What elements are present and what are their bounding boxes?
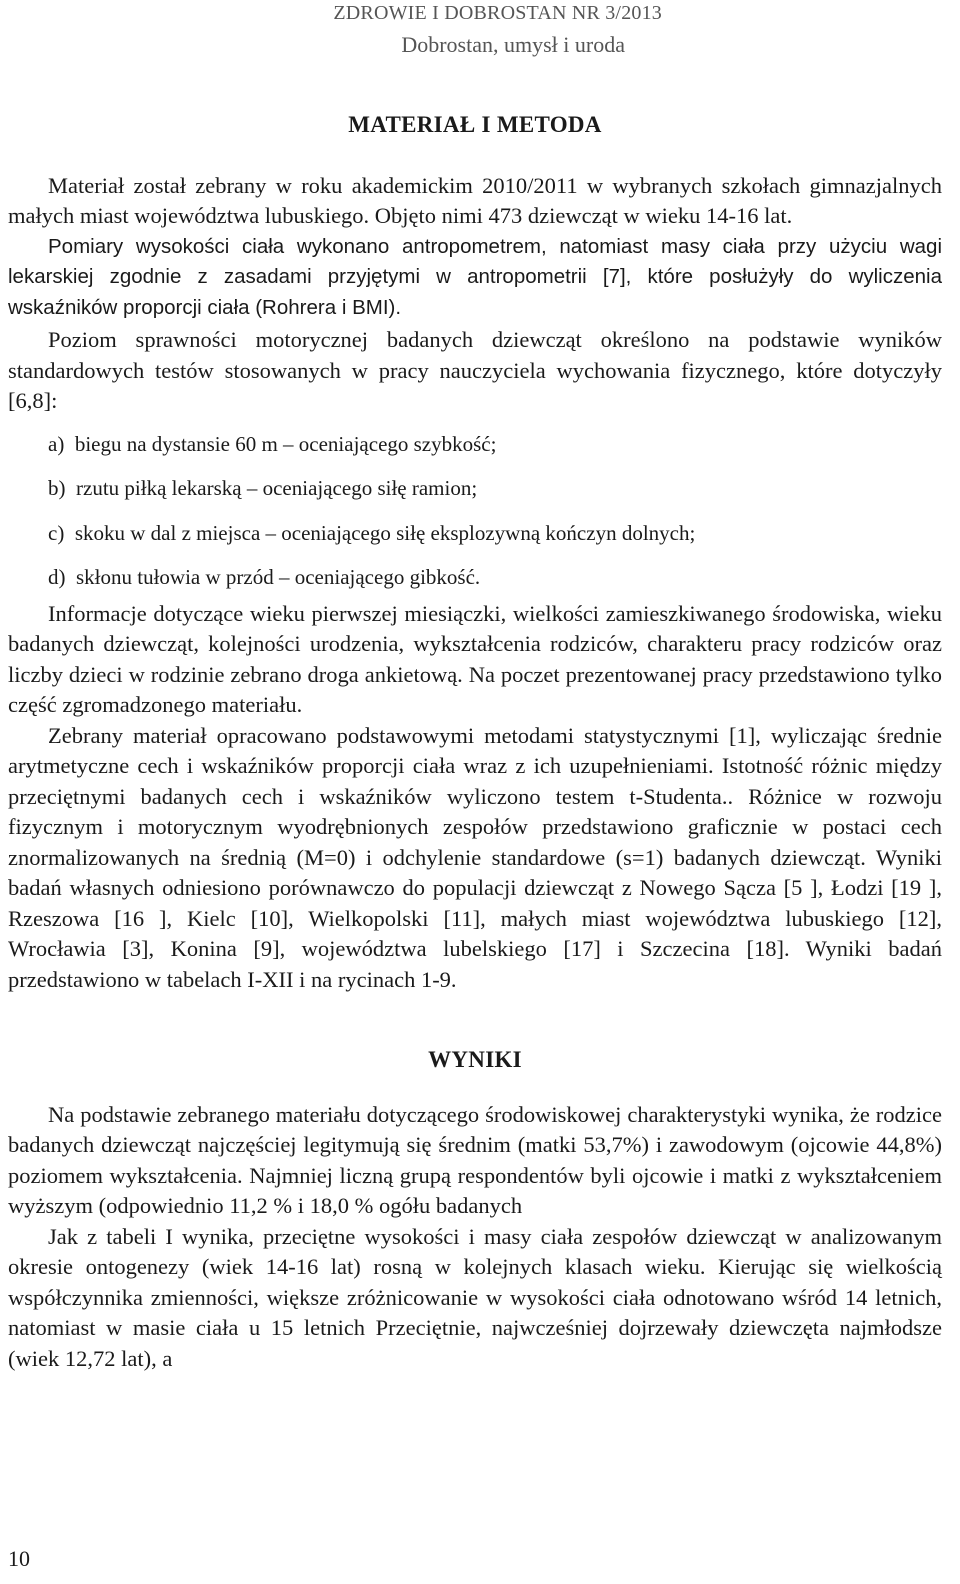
list-item	[8, 518, 942, 549]
list-item	[8, 473, 942, 504]
section-spacer	[8, 995, 942, 1045]
methods-paragraph-3: Poziom sprawności motorycznej badanych dziewcząt określono na podstawie wyników standardowych testów stosowanych w pracy nauczyciela wychowania fizycznego, które dotyczyły [6,8]:	[8, 327, 942, 413]
list-marker: a)	[48, 431, 65, 456]
list-item	[8, 429, 942, 460]
page-number: 10	[8, 1546, 30, 1571]
methods-paragraph-2: Pomiary wysokości ciała wykonano antropometrem, natomiast masy ciała przy użyciu wagi lekarskiej zgodnie z zasadami przyjętymi w antropometrii [7], które posłużyły do wyliczenia wskaźników proporcji ciała (Rohrera i BMI).	[8, 234, 942, 319]
tests-list	[8, 429, 942, 593]
results-paragraph-1: Na podstawie zebranego materiału dotyczącego środowiskowej charakterystyki wynika, że rodzice badanych dziewcząt najczęściej legitymują się średnim (matki 53,7%) i zawodowym (ojcowie 44,8%) poziomem wykształcenia. Najmniej liczną grupą respondentów byli ojcowie i matki z wykształceniem wyższym (odpowiednio 11,2 % i 18,0 % ogółu badanych	[8, 1101, 942, 1218]
list-marker: d)	[48, 565, 66, 589]
methods-paragraph-1: Materiał został zebrany w roku akademickim 2010/2011 w wybranych szkołach gimnazjalnych małych miast województwa lubuskiego. Objęto nimi 473 dziewcząt w wieku 14-16 lat.	[8, 172, 942, 228]
list-text: skłonu tułowia w przód – oceniającego gibkość.	[76, 565, 481, 589]
list-item	[8, 562, 942, 593]
list-text: skoku w dal z miejsca – oceniającego siłę eksplozywną kończyn dolnych;	[74, 520, 696, 545]
article-body	[8, 110, 942, 1374]
journal-header: ZDROWIE I DOBROSTAN NR 3/2013	[333, 2, 662, 24]
section-header: Dobrostan, umysł i uroda	[401, 32, 625, 57]
list-text: rzutu piłką lekarską – oceniającego siłę ramion;	[76, 476, 478, 500]
methods-paragraph-4: Informacje dotyczące wieku pierwszej miesiączki, wielkości zamieszkiwanego środowiska, wieku badanych dziewcząt, kolejności urodzenia, wykształcenia rodziców, charakteru pracy rodziców oraz liczby dzieci w rodzinie zebrano droga ankietową. Na poczet prezentowanej pracy przedstawiono tylko część zgromadzonego materiału.	[8, 600, 942, 717]
methods-paragraph-5: Zebrany materiał opracowano podstawowymi metodami statystycznymi [1], wyliczając średnie arytmetyczne cech i wskaźników proporcji ciała wraz z ich uzupełnieniami. Istotność różnic między przeciętnymi badanych cech i wskaźników wyliczono testem t-Studenta.. Różnice w rozwoju fizycznym i motorycznym wyodrębnionych zespołów przedstawiono graficznie w postaci cech znormalizowanych na średnią (M=0) i odchylenie standardowe (s=1) badanych dziewcząt. Wyniki badań własnych odniesiono porównawczo do populacji dziewcząt z Nowego Sącza [5 ], Łodzi [19 ], Rzeszowa [16 ], Kielc [10], Wielkopolski [11], małych miast województwa lubuskiego [12], Wrocławia [3], Konina [9], województwa lubelskiego [17] i Szczecina [18]. Wyniki badań przedstawiono w tabelach I-XII i na rycinach 1-9.	[8, 722, 942, 992]
results-title: WYNIKI	[428, 1047, 522, 1072]
list-marker: b)	[48, 476, 66, 500]
list-text: biegu na dystansie 60 m – oceniającego szybkość;	[74, 431, 497, 456]
list-marker: c)	[48, 520, 65, 545]
methods-title: MATERIAŁ I METODA	[348, 112, 602, 137]
results-paragraph-2: Jak z tabeli I wynika, przeciętne wysokości i masy ciała zespołów dziewcząt w analizowanym okresie ontogenezy (wiek 14-16 lat) rosną w kolejnych klasach wieku. Kierując się wielkością współczynnika zmienności, większe zróżnicowanie w wysokości ciała odnotowano wśród 14 letnich, natomiast w masie ciała u 15 letnich Przeciętnie, najwcześniej dojrzewały dziewczęta najmłodsze (wiek 12,72 lat), a	[8, 1223, 942, 1371]
